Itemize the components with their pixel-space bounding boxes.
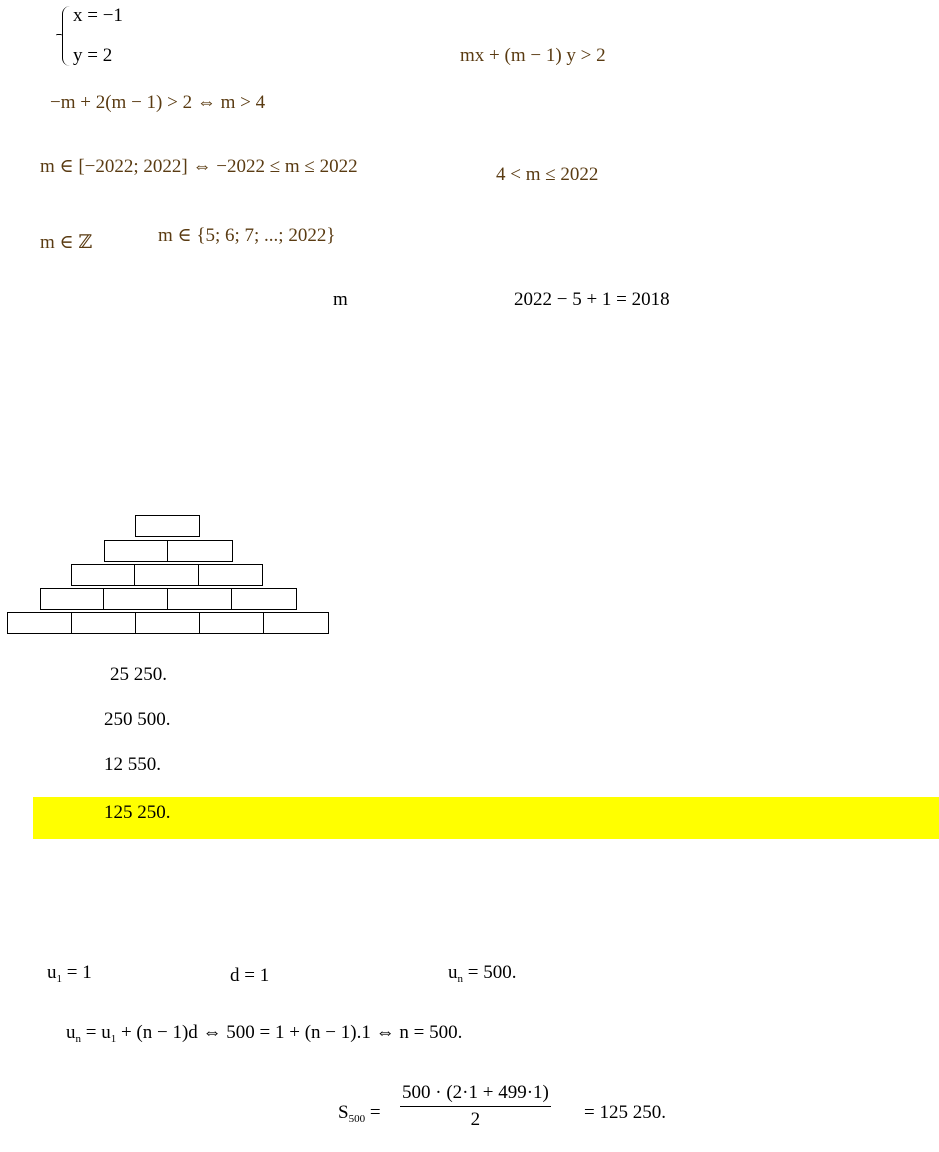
integer-condition: m ∈ ℤ xyxy=(40,232,93,253)
ap-formula-eq: = u xyxy=(85,1022,111,1043)
ap-difference: d = 1 xyxy=(230,965,270,986)
brick xyxy=(198,564,263,586)
brick xyxy=(104,540,169,562)
system-eq1: x = −1 xyxy=(73,5,123,26)
option-d: 125 250. xyxy=(104,802,171,823)
brick xyxy=(199,612,265,634)
ap-last-term: $u_n = 500$. xyxy=(448,962,517,985)
brick xyxy=(7,612,73,634)
brick xyxy=(135,515,200,537)
inequality: mx + (m − 1) y > 2 xyxy=(460,45,606,66)
option-a: 25 250. xyxy=(110,664,167,685)
brick-pyramid xyxy=(7,515,329,636)
ap-first-term: $u_1 = 1$ xyxy=(47,962,92,985)
sum-symbol: $S_{500}$ = xyxy=(338,1102,381,1125)
sum-result: = 125 250. xyxy=(584,1102,666,1123)
count-variable: m xyxy=(333,289,348,310)
ap-last-term-value: = 500. xyxy=(467,962,517,983)
combined-range: 4 < m ≤ 2022 xyxy=(496,164,599,185)
sum-denominator: 2 xyxy=(470,1109,481,1130)
system-brace xyxy=(62,6,71,66)
brick xyxy=(135,612,201,634)
brick xyxy=(134,564,200,586)
brick xyxy=(71,612,137,634)
brick xyxy=(167,540,233,562)
sum-fraction xyxy=(400,1082,551,1131)
system-eq2: y = 2 xyxy=(73,45,113,66)
option-b: 250 500. xyxy=(104,709,171,730)
brick xyxy=(71,564,136,586)
integer-set: m ∈ {5; 6; 7; ...; 2022} xyxy=(158,225,336,246)
substitution-line: −m + 2(m − 1) > 2 ⇔ m > 4 xyxy=(50,92,266,113)
brick xyxy=(263,612,329,634)
count-calculation: 2022 − 5 + 1 = 2018 xyxy=(514,289,670,310)
ap-formula: $u_n = u_1 + (n - 1)d$ ⇔ 500 = 1 + (n − 1).1 ⇔ n = 500. xyxy=(66,1022,463,1045)
brick xyxy=(231,588,297,610)
brick xyxy=(40,588,105,610)
option-c: 12 550. xyxy=(104,754,161,775)
domain-range: m ∈ [−2022; 2022] ⇔ −2022 ≤ m ≤ 2022 xyxy=(40,156,358,177)
sum-numerator: 500 · (2·1 + 499·1) xyxy=(400,1082,551,1107)
ap-formula-rest: + (n − 1)d ⇔ 500 = 1 + (n − 1).1 ⇔ n = 500. xyxy=(116,1022,463,1043)
ap-first-term-value: = 1 xyxy=(66,962,92,983)
brick xyxy=(167,588,233,610)
brick xyxy=(103,588,169,610)
